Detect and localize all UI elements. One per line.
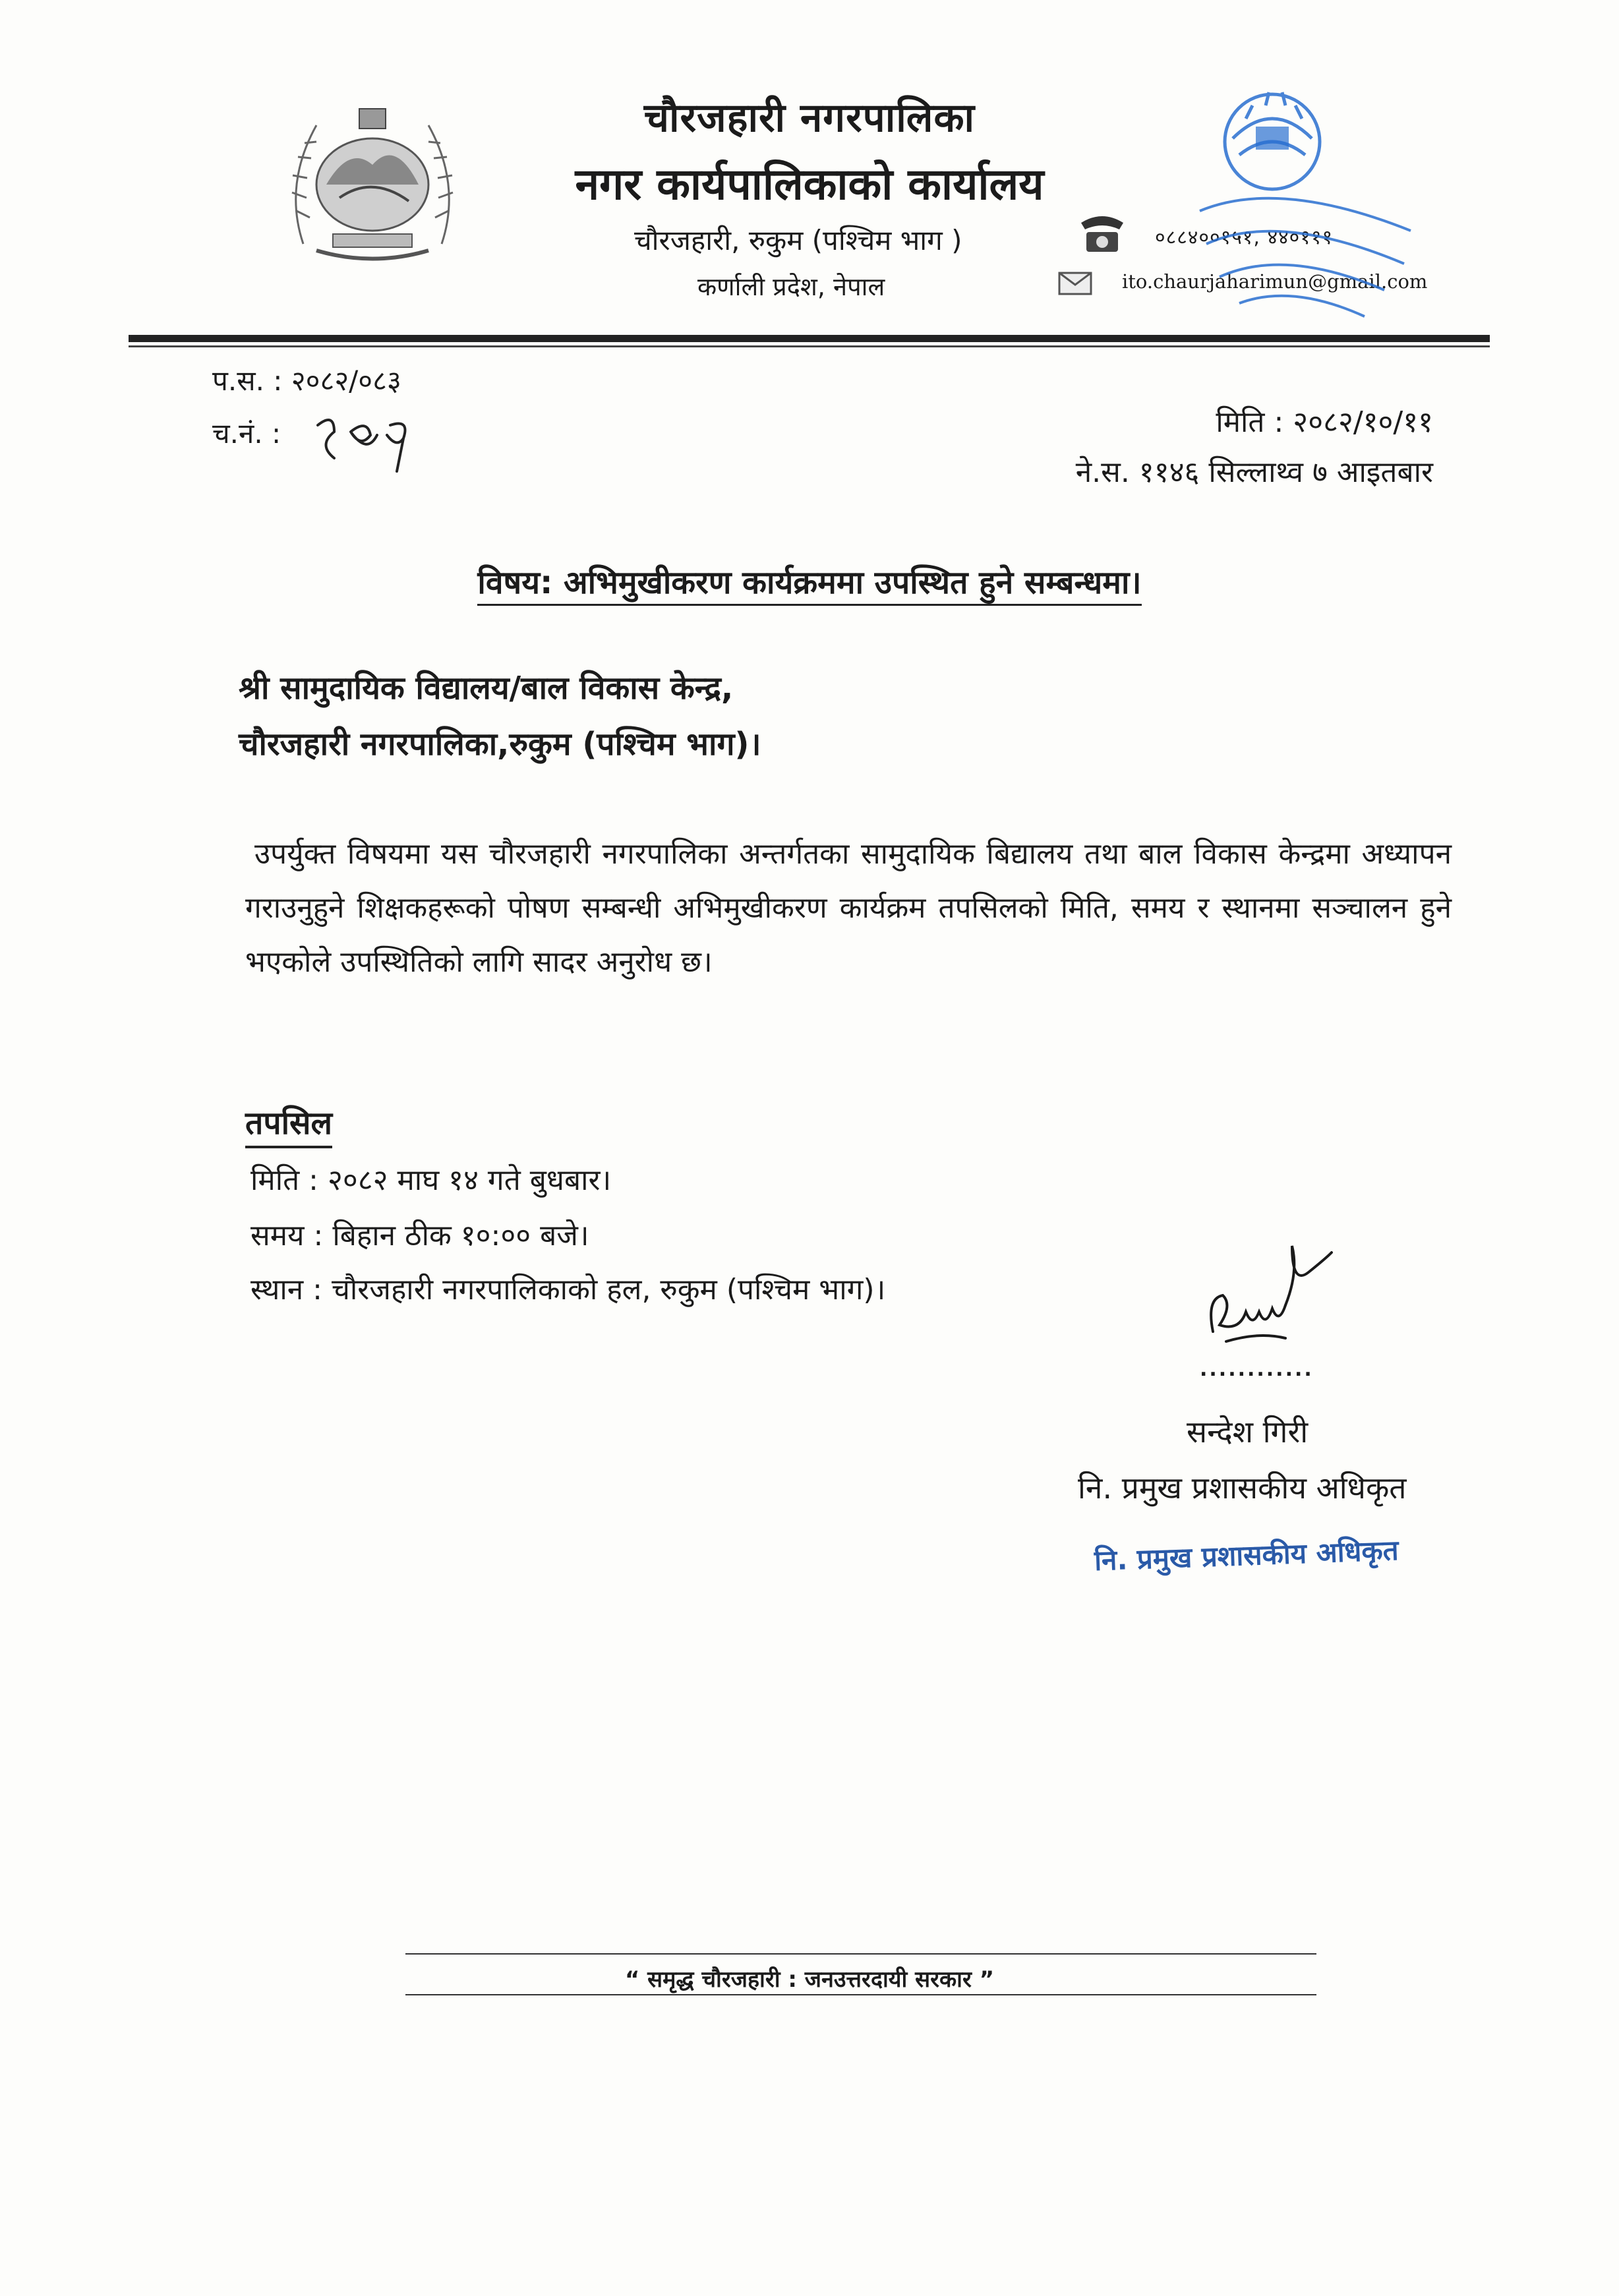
letter-body: उपर्युक्त विषयमा यस चौरजहारी नगरपालिका अन्तर्गतका सामुदायिक बिद्यालय तथा बाल विकास केन्द्रमा अध्यापन गराउनुहुने शिक्षकहरूको पोषण सम्बन्धी अभिमुखीकरण कार्यक्रम तपसिलको मिति, समय र स्थानमा सञ्चालन हुने भएकोले उपस्थितिको लागि सादर अनुरोध छ। xyxy=(245,837,1452,979)
addressee-line-2: चौरजहारी नगरपालिका,रुकुम (पश्चिम भाग)। xyxy=(239,726,761,763)
org-name: चौरजहारी नगरपालिका xyxy=(643,95,976,141)
office-email: ito.chaurjaharimun@gmail.com xyxy=(1122,270,1428,293)
signature-dots: ............ xyxy=(1200,1358,1314,1381)
schedule-heading: तपसिल xyxy=(245,1101,332,1144)
footer-slogan: “ समृद्ध चौरजहारी : जनउत्तरदायी सरकार ” xyxy=(624,1966,995,1993)
header-divider-thin xyxy=(129,345,1490,347)
schedule-date: मिति : २०८२ माघ १४ गते बुधबार। xyxy=(250,1163,612,1197)
nepal-sambat-date: ने.स. ११४६ सिल्लाथ्व ७ आइतबार xyxy=(1075,456,1433,489)
signatory-stamp: नि. प्रमुख प्रशासकीय अधिकृत xyxy=(1094,1533,1399,1577)
municipal-seal-stamp xyxy=(1147,79,1437,343)
letter-subject: विषय: अभिमुखीकरण कार्यक्रममा उपस्थित हुने सम्बन्धमा। xyxy=(0,560,1619,603)
footer-rule-bottom xyxy=(405,1994,1316,1995)
signatory-name: सन्देश गिरी xyxy=(1187,1414,1309,1450)
dispatch-number-label: च.नं. : xyxy=(212,417,281,450)
schedule-time: समय : बिहान ठीक १०:०० बजे। xyxy=(250,1219,589,1252)
office-province: कर्णाली प्रदेश, नेपाल xyxy=(697,272,885,301)
office-name: नगर कार्यपालिकाको कार्यालय xyxy=(575,159,1044,210)
header-divider xyxy=(129,335,1490,342)
envelope-icon xyxy=(1058,272,1092,295)
office-address: चौरजहारी, रुकुम (पश्चिम भाग ) xyxy=(634,224,962,256)
office-phone: ०८८४००१५१, ४४०१११ xyxy=(1155,226,1334,249)
letter-date: मिति : २०८२/१०/११ xyxy=(1216,405,1433,439)
handwritten-signature xyxy=(1193,1233,1345,1365)
handwritten-dispatch-number xyxy=(305,396,417,475)
schedule-venue: स्थान : चौरजहारी नगरपालिकाको हल, रुकुम (पश्चिम भाग)। xyxy=(250,1273,886,1307)
footer-rule-top xyxy=(405,1953,1316,1955)
signatory-title: नि. प्रमुख प्रशासकीय अधिकृत xyxy=(1078,1470,1407,1506)
reference-number: प.स. : २०८२/०८३ xyxy=(212,365,401,397)
telephone-icon xyxy=(1076,210,1129,256)
addressee-line-1: श्री सामुदायिक विद्यालय/बाल विकास केन्द्र, xyxy=(239,670,734,707)
